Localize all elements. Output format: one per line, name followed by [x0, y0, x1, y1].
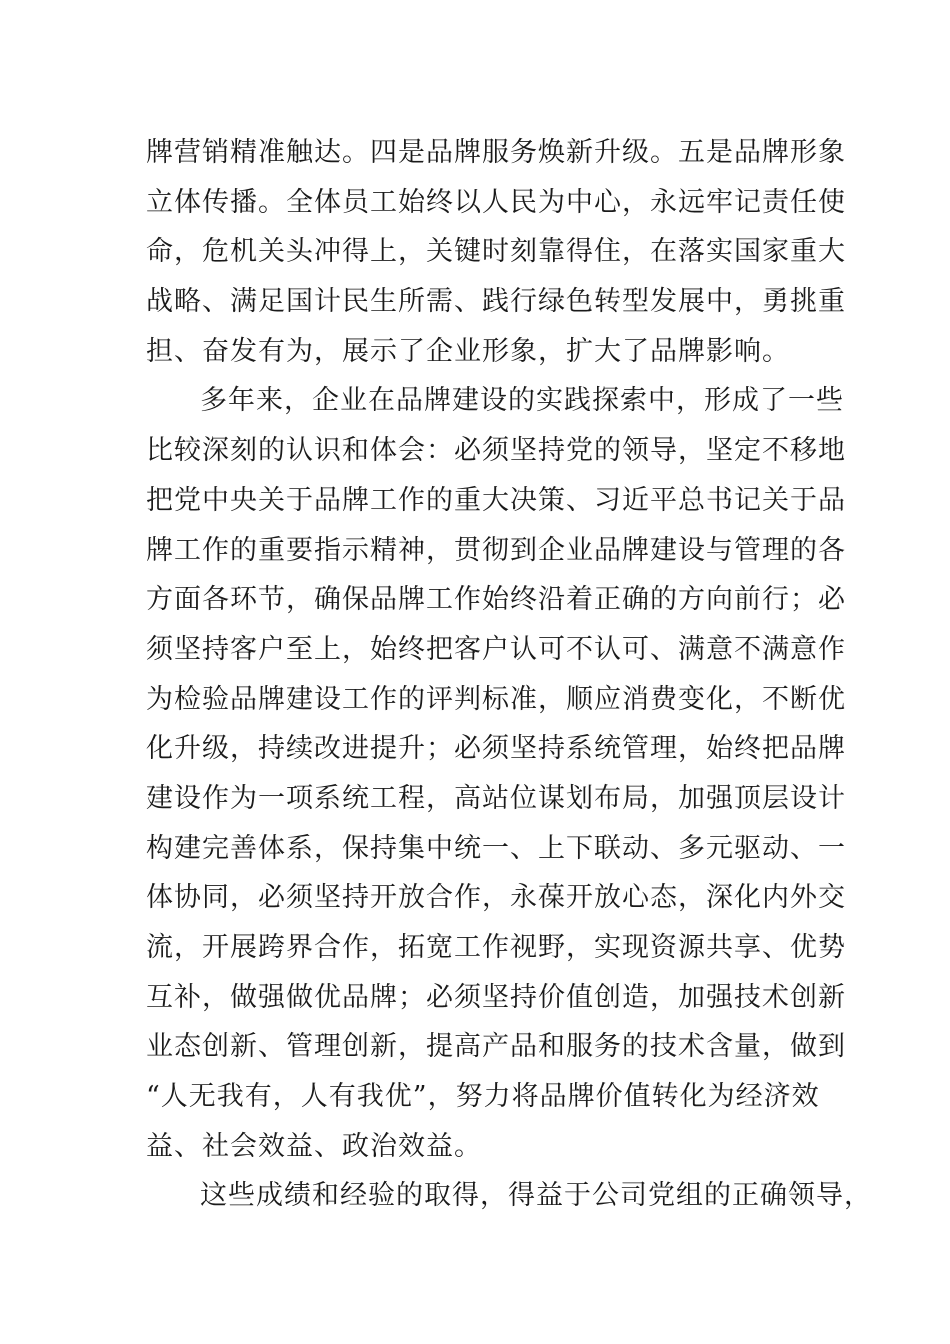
paragraph-1-line-4: 战略、满足国计民生所需、践行绿色转型发展中，勇挑重 — [146, 286, 846, 318]
paragraph-2-line-13: 互补，做强做优品牌；必须坚持价值创造，加强技术创新 — [146, 981, 846, 1013]
paragraph-3-line-1: 这些成绩和经验的取得，得益于公司党组的正确领导， — [200, 1180, 872, 1212]
document-body — [146, 128, 872, 1221]
paragraph-2-line-12: 流，开展跨界合作，拓宽工作视野，实现资源共享、优势 — [146, 932, 846, 963]
paragraph-1-line-5: 担、奋发有为，展示了企业形象，扩大了品牌影响。 — [146, 335, 790, 367]
paragraph-2-line-3: 把党中央关于品牌工作的重大决策、习近平总书记关于品 — [146, 484, 846, 516]
paragraph-1-line-1: 牌营销精准触达。四是品牌服务焕新升级。五是品牌形象 — [146, 137, 846, 168]
paragraph-2-line-5: 方面各环节，确保品牌工作始终沿着正确的方向前行；必 — [146, 584, 846, 616]
paragraph-2-line-1: 多年来，企业在品牌建设的实践探索中，形成了一些 — [200, 385, 844, 417]
paragraph-2-line-4: 牌工作的重要指示精神，贯彻到企业品牌建设与管理的各 — [146, 534, 846, 566]
paragraph-2-line-9: 建设作为一项系统工程，高站位谋划布局，加强顶层设计 — [146, 782, 846, 814]
paragraph-2-line-8: 化升级，持续改进提升；必须坚持系统管理，始终把品牌 — [146, 733, 846, 765]
paragraph-2-line-6: 须坚持客户至上，始终把客户认可不认可、满意不满意作 — [146, 633, 846, 665]
paragraph-2-line-2: 比较深刻的认识和体会：必须坚持党的领导，坚定不移地 — [146, 435, 846, 467]
paragraph-1-line-2: 立体传播。全体员工始终以人民为中心，永远牢记责任使 — [146, 186, 846, 218]
paragraph-2-line-14: 业态创新、管理创新，提高产品和服务的技术含量，做到 — [146, 1031, 846, 1063]
paragraph-2-line-11: 体协同，必须坚持开放合作，永葆开放心态，深化内外交 — [146, 882, 846, 914]
paragraph-1-line-3: 命，危机关头冲得上，关键时刻靠得住，在落实国家重大 — [146, 236, 846, 268]
paragraph-2-line-15: “人无我有，人有我优”，努力将品牌价值转化为经济效 — [146, 1081, 820, 1113]
paragraph-2-line-16: 益、社会效益、政治效益。 — [146, 1130, 482, 1162]
paragraph-2-line-10: 构建完善体系，保持集中统一、上下联动、多元驱动、一 — [146, 832, 846, 864]
paragraph-2-line-7: 为检验品牌建设工作的评判标准，顺应消费变化，不断优 — [146, 683, 846, 715]
